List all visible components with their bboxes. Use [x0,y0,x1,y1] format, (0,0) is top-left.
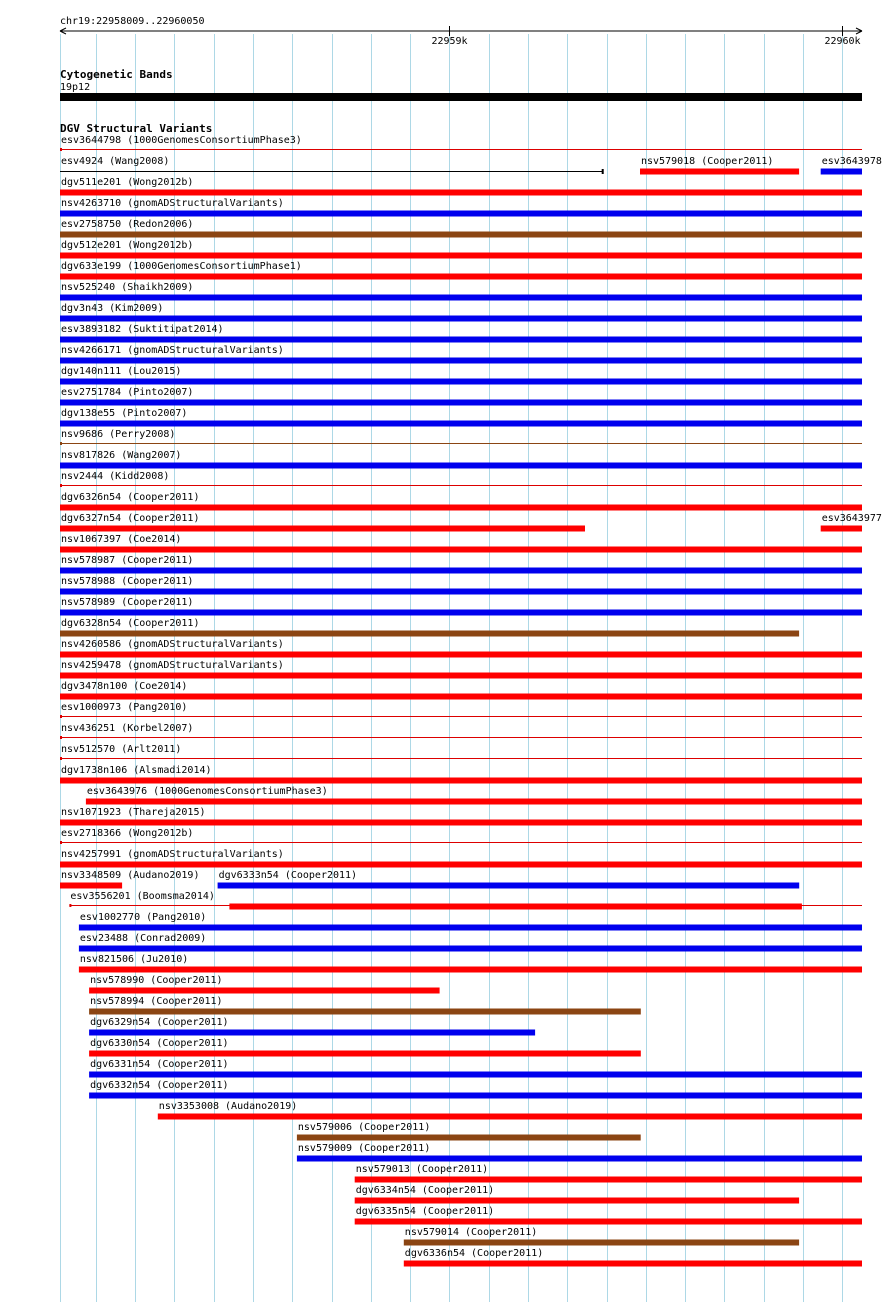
feature-item[interactable] [60,744,862,760]
feature-item[interactable] [60,471,862,487]
feature-item[interactable] [60,198,862,217]
feature-label: nsv579018 (Cooper2011) [641,156,774,167]
feature-bar[interactable] [297,1156,862,1162]
feature-label: nsv4260586 (gnomADStructuralVariants) [61,639,284,650]
cytoband-bar[interactable] [60,93,862,101]
feature-line-end [60,442,62,445]
feature-item[interactable] [821,156,882,175]
feature-item[interactable] [60,723,862,739]
feature-label: nsv2444 (Kidd2008) [61,471,170,482]
feature-bar[interactable] [404,1240,799,1246]
feature-line-end [60,715,62,718]
feature-item[interactable] [60,219,862,238]
feature-label: dgv6334n54 (Cooper2011) [355,1185,495,1196]
feature-item[interactable] [89,975,440,994]
feature-bar[interactable] [60,568,862,574]
feature-bar[interactable] [218,883,800,889]
feature-item[interactable] [158,1101,862,1120]
feature-item[interactable] [60,303,862,322]
feature-line[interactable] [60,716,862,717]
feature-label: dgv6331n54 (Cooper2011) [90,1059,229,1070]
feature-label: nsv579013 (Cooper2011) [355,1164,489,1175]
feature-label: nsv579006 (Cooper2011) [297,1122,431,1133]
feature-label: esv23488 (Conrad2009) [79,933,207,944]
feature-bar[interactable] [60,379,862,385]
feature-bar[interactable] [60,526,585,532]
feature-item[interactable] [821,513,882,532]
feature-item[interactable] [89,1080,862,1099]
feature-bar[interactable] [60,232,862,238]
feature-item[interactable] [355,1185,799,1204]
feature-label: dgv1738n106 (Alsmadi2014) [61,765,212,776]
feature-label: nsv578990 (Cooper2011) [90,975,223,986]
feature-item[interactable] [60,513,585,532]
feature-label: dgv512e201 (Wong2012b) [61,240,194,251]
feature-bar[interactable] [355,1198,799,1204]
feature-item[interactable] [60,387,862,406]
feature-item[interactable] [89,1038,641,1057]
feature-bar[interactable] [60,631,799,637]
feature-bar[interactable] [60,337,862,343]
feature-item[interactable] [60,681,862,700]
feature-label: esv1000973 (Pang2010) [61,702,188,713]
feature-item[interactable] [60,282,862,301]
feature-bar[interactable] [60,673,862,679]
feature-line[interactable] [60,737,862,738]
feature-item[interactable] [60,702,862,718]
feature-bar[interactable] [60,862,862,868]
feature-bar[interactable] [821,169,862,175]
feature-item[interactable] [640,156,799,175]
feature-label: dgv6326n54 (Cooper2011) [61,492,200,503]
feature-bar[interactable] [60,274,862,280]
feature-item[interactable] [60,597,862,616]
feature-bar[interactable] [229,904,802,910]
feature-label: nsv578994 (Cooper2011) [90,996,223,1007]
feature-bar[interactable] [355,1177,862,1183]
feature-item[interactable] [60,177,862,196]
feature-bar[interactable] [79,925,862,931]
feature-bar[interactable] [60,883,122,889]
feature-label: dgv6329n54 (Cooper2011) [90,1017,229,1028]
feature-label: esv3643977 [821,513,882,524]
feature-item[interactable] [79,933,862,952]
feature-bar[interactable] [89,1093,862,1099]
feature-label: nsv578989 (Cooper2011) [61,597,194,608]
feature-label: dgv6330n54 (Cooper2011) [90,1038,229,1049]
feature-bar[interactable] [60,778,862,784]
feature-label: nsv3353008 (Audano2019) [158,1101,298,1112]
feature-item[interactable] [60,660,862,679]
feature-label: esv4924 (Wang2008) [61,156,170,167]
feature-bar[interactable] [60,295,862,301]
feature-bar[interactable] [89,1009,641,1015]
feature-bar[interactable] [60,694,862,700]
feature-label: dgv511e201 (Wong2012b) [61,177,194,188]
feature-item[interactable] [60,849,862,868]
feature-bar[interactable] [297,1135,641,1141]
region-label: chr19:22958009..22960050 [60,16,205,27]
feature-item[interactable] [229,904,802,910]
feature-bar[interactable] [89,1072,862,1078]
feature-bar[interactable] [89,1051,641,1057]
feature-bar[interactable] [60,316,862,322]
feature-label: dgv6335n54 (Cooper2011) [355,1206,495,1217]
feature-label: dgv3n43 (Kim2009) [61,303,164,314]
feature-bar[interactable] [158,1114,862,1120]
feature-label: nsv579009 (Cooper2011) [297,1143,431,1154]
feature-item[interactable] [60,345,862,364]
feature-item[interactable] [60,618,799,637]
feature-item[interactable] [355,1164,862,1183]
feature-label: dgv6327n54 (Cooper2011) [61,513,200,524]
feature-label: nsv525240 (Shaikh2009) [61,282,194,293]
feature-bar[interactable] [60,652,862,658]
feature-line[interactable] [60,485,862,486]
feature-item[interactable] [89,1059,862,1078]
feature-bar[interactable] [86,799,862,805]
ruler-tick-label: 22960k [824,36,861,47]
feature-label: esv3644798 (1000GenomesConsortiumPhase3) [61,135,302,146]
feature-label: dgv6333n54 (Cooper2011) [218,870,358,881]
feature-item[interactable] [60,534,862,553]
feature-item[interactable] [60,765,862,784]
feature-item[interactable] [60,156,604,174]
feature-item[interactable] [60,450,862,469]
feature-item[interactable] [60,576,862,595]
feature-label: dgv633e199 (1000GenomesConsortiumPhase1) [61,261,302,272]
feature-label: nsv9686 (Perry2008) [61,429,176,440]
feature-label: nsv578987 (Cooper2011) [61,555,194,566]
feature-bar[interactable] [60,505,862,511]
feature-item[interactable] [60,366,862,385]
feature-bar[interactable] [79,946,862,952]
feature-label: nsv4266171 (gnomADStructuralVariants) [61,345,284,356]
feature-bar[interactable] [60,589,862,595]
feature-label: esv1002770 (Pang2010) [79,912,207,923]
feature-label: esv2718366 (Wong2012b) [61,828,194,839]
cytoband-track-title[interactable]: Cytogenetic Bands [60,68,173,81]
feature-item[interactable] [89,996,641,1015]
dgv-track-title[interactable]: DGV Structural Variants [60,122,213,135]
feature-item[interactable] [218,870,800,889]
feature-bar[interactable] [60,358,862,364]
feature-label: nsv4259478 (gnomADStructuralVariants) [61,660,284,671]
feature-bar[interactable] [89,988,440,994]
feature-label: nsv578988 (Cooper2011) [61,576,194,587]
dgv-track [60,122,882,1267]
ruler-tick-label: 22959k [431,36,468,47]
cytoband-track [60,68,862,101]
feature-item[interactable] [79,912,862,931]
feature-item[interactable] [79,954,862,973]
feature-bar[interactable] [60,421,862,427]
feature-line-end [602,169,604,174]
feature-item[interactable] [60,135,862,151]
feature-label: esv3643978 [821,156,882,167]
feature-bar[interactable] [60,463,862,469]
feature-bar[interactable] [60,400,862,406]
feature-line-end [60,148,62,151]
feature-bar[interactable] [79,967,862,973]
feature-label: esv2758750 (Redon2006) [61,219,194,230]
feature-line-end [69,904,71,907]
feature-label: esv3556201 (Boomsma2014) [70,891,215,902]
feature-bar[interactable] [60,211,862,217]
feature-label: esv3893182 (Suktitipat2014) [61,324,224,335]
feature-item[interactable] [86,786,862,805]
feature-line[interactable] [60,171,603,172]
feature-bar[interactable] [640,169,799,175]
ruler [60,16,862,47]
feature-bar[interactable] [60,820,862,826]
feature-line-end [60,757,62,760]
feature-label: dgv6328n54 (Cooper2011) [61,618,200,629]
feature-item[interactable] [60,828,862,844]
feature-item[interactable] [60,240,862,259]
feature-line-end [60,736,62,739]
feature-item[interactable] [60,639,862,658]
feature-label: esv3643976 (1000GenomesConsortiumPhase3) [86,786,328,797]
feature-label: dgv6336n54 (Cooper2011) [404,1248,544,1259]
cytoband-label: 19p12 [60,82,91,93]
feature-label: dgv140n111 (Lou2015) [61,366,182,377]
feature-item[interactable] [355,1206,862,1225]
feature-label: nsv4257991 (gnomADStructuralVariants) [61,849,284,860]
feature-item[interactable] [89,1017,535,1036]
feature-label: nsv1071923 (Thareja2015) [61,807,206,818]
feature-item[interactable] [297,1143,862,1162]
feature-item[interactable] [404,1248,862,1267]
feature-item[interactable] [60,807,862,826]
feature-label: nsv579014 (Cooper2011) [404,1227,538,1238]
feature-item[interactable] [60,324,862,343]
feature-item[interactable] [60,261,862,280]
feature-item[interactable] [297,1122,641,1141]
feature-label: dgv138e55 (Pinto2007) [61,408,188,419]
feature-label: dgv3478n100 (Coe2014) [61,681,188,692]
feature-line[interactable] [60,443,862,444]
feature-line[interactable] [60,149,862,150]
feature-line-end [60,484,62,487]
feature-line-end [60,841,62,844]
feature-bar[interactable] [404,1261,862,1267]
feature-label: nsv4263710 (gnomADStructuralVariants) [61,198,284,209]
feature-line[interactable] [60,842,862,843]
feature-list [60,135,882,1267]
feature-label: esv2751784 (Pinto2007) [61,387,194,398]
feature-bar[interactable] [89,1030,535,1036]
feature-line[interactable] [60,758,862,759]
feature-label: nsv817826 (Wang2007) [61,450,182,461]
feature-item[interactable] [60,492,862,511]
feature-item[interactable] [60,429,862,445]
feature-item[interactable] [60,555,862,574]
feature-bar[interactable] [60,610,862,616]
feature-label: nsv821506 (Ju2010) [79,954,189,965]
feature-label: nsv1067397 (Coe2014) [61,534,182,545]
feature-label: nsv3348509 (Audano2019) [61,870,200,881]
feature-label: dgv6332n54 (Cooper2011) [90,1080,229,1091]
feature-bar[interactable] [821,526,862,532]
feature-bar[interactable] [355,1219,862,1225]
feature-bar[interactable] [60,253,862,259]
feature-label: nsv436251 (Korbel2007) [61,723,194,734]
feature-item[interactable] [60,870,199,889]
feature-item[interactable] [60,408,862,427]
feature-bar[interactable] [60,547,862,553]
feature-bar[interactable] [60,190,862,196]
feature-label: nsv512570 (Arlt2011) [61,744,182,755]
feature-item[interactable] [404,1227,799,1246]
